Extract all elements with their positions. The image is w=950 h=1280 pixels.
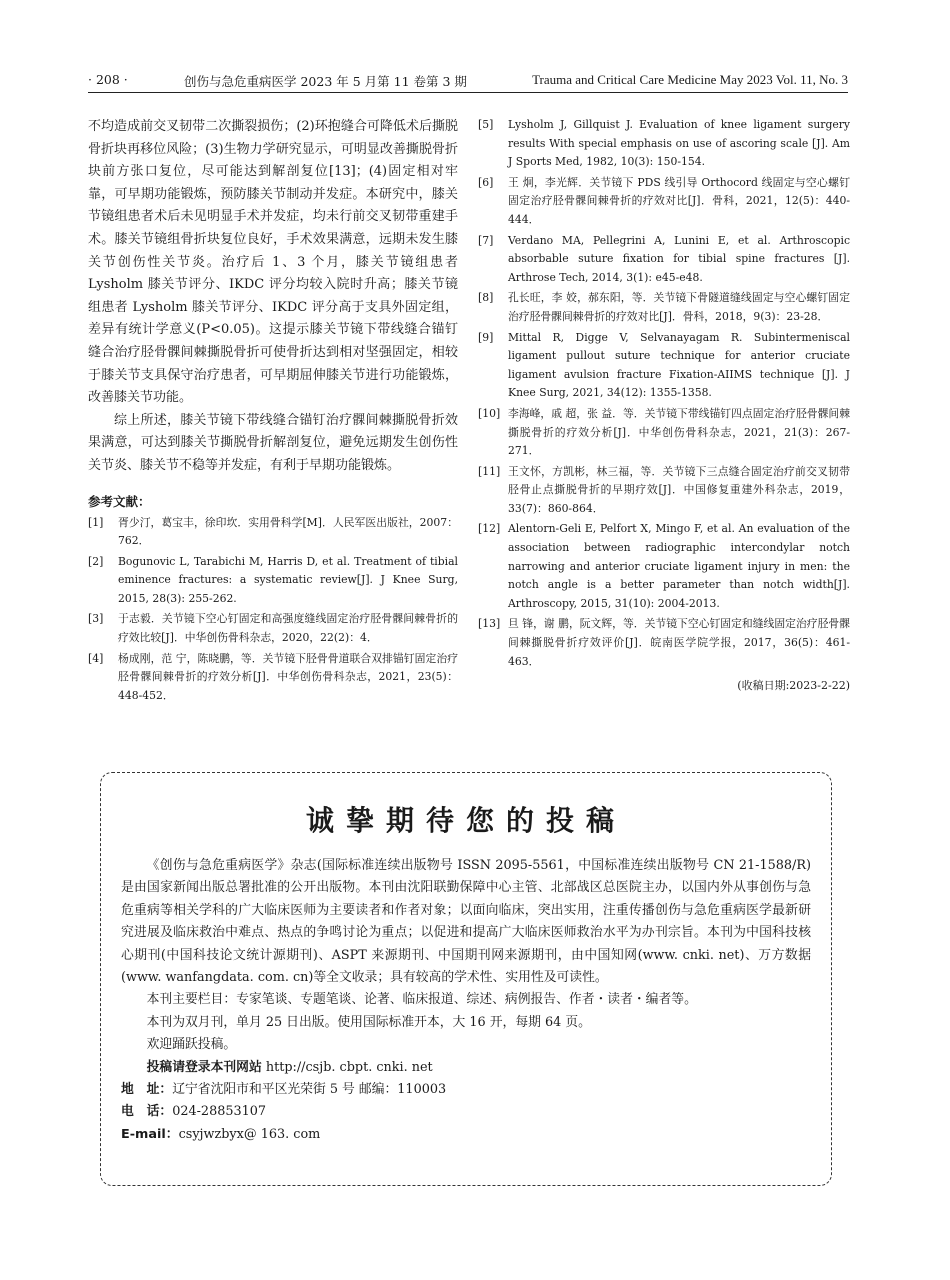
received-date: (收稿日期:2023-2-22): [737, 679, 850, 693]
reference-item: [478, 174, 850, 230]
reference-text: Bogunovic L, Tarabichi M, Harris D, et al. Treatment of tibial eminence fractures: a systematic review[J]. J Knee Surg, 2015, 28(3): 255-262.: [118, 554, 458, 605]
reference-text: Verdano MA, Pellegrini A, Lunini E, et al. Arthroscopic absorbable suture fixation for tibial spine fractures [J]. Arthrose Tech, 2014, 3(1): e45-e48.: [508, 233, 850, 284]
email-label: E-mail：: [121, 1126, 179, 1142]
right-column: [478, 116, 850, 693]
reference-text: 于志毅．关节镜下空心钉固定和高强度缝线固定治疗胫骨髁间棘骨折的疗效比较[J]．中华创伤骨科杂志，2020，22(2)：4．: [118, 612, 458, 645]
conclusion-paragraph: 综上所述，膝关节镜下带线缝合锚钉治疗髁间棘撕脱骨折效果满意，可达到膝关节撕脱骨折解剖复位，避免远期发生创伤性关节炎、膝关节不稳等并发症，有利于早期功能锻炼。: [88, 412, 458, 473]
reference-item: [478, 615, 850, 671]
reference-number: [11]: [478, 464, 501, 478]
publication-schedule-line: 本刊为双月刊，单月 25 日出版。使用国际标准开本，大 16 开，每期 64 页。: [146, 1014, 591, 1030]
reference-item: [478, 329, 850, 403]
reference-item: [478, 405, 850, 461]
reference-number: [13]: [478, 617, 501, 631]
main-columns-line: 本刊主要栏目：专家笔谈、专题笔谈、论著、临床报道、综述、病例报告、作者・读者・编者等。: [146, 992, 697, 1008]
phone-label: 电 话：: [121, 1104, 173, 1120]
reference-number: [9]: [478, 330, 494, 344]
submission-website-line: [121, 1057, 811, 1079]
reference-text: 王 炯，李光辉．关节镜下 PDS 线引导 Orthocord 线固定与空心螺钉固定治疗胫骨髁间棘骨折的疗效对比[J]．骨科，2021，12(5)：440-444．: [508, 175, 850, 226]
call-for-papers-box: [100, 772, 832, 1186]
reference-item: [478, 232, 850, 288]
notice-title: 诚挚期待您的投稿: [305, 804, 626, 837]
reference-text: 旦 锋，谢 鹏，阮文辉，等．关节镜下空心钉固定和缝线固定治疗胫骨髁间棘撕脱骨折疗效评价[J]．皖南医学院学报，2017，36(5)：461-463．: [508, 617, 850, 668]
reference-item: [478, 463, 850, 519]
reference-text: 孔长旺，李 姣，郝东阳，等．关节镜下骨隧道缝线固定与空心螺钉固定治疗胫骨髁间棘骨折的疗效对比[J]．骨科，2018，9(3)：23-28．: [508, 291, 850, 323]
reference-text: 李海峰，戚 超，张 益．等．关节镜下带线锚钉四点固定治疗胫骨髁间棘撕脱骨折的疗效分析[J]．中华创伤骨科杂志，2021，21(3)：267-271．: [508, 406, 850, 458]
reference-number: [1]: [88, 515, 104, 529]
website-link[interactable]: http://csjb. cbpt. cnki. net: [265, 1059, 433, 1075]
journal-title-en: Trauma and Critical Care Medicine May 2023 Vol. 11, No. 3: [532, 72, 848, 87]
reference-item: [88, 553, 458, 609]
reference-item: [478, 116, 850, 172]
reference-number: [12]: [478, 522, 501, 536]
journal-title-cn: 创伤与急危重病医学 2023 年 5 月第 11 卷第 3 期: [184, 74, 467, 89]
reference-item: [88, 650, 458, 706]
journal-intro: 《创伤与急危重病医学》杂志(国际标准连续出版物号 ISSN 2095-5561，中国标准连续出版物号 CN 21-1588/R)是由国家新闻出版总署批准的公开出版物。本刊由沈阳联勤保障中心主管、北部战区总医院主办，以国内外从事创伤与急危重病等相关学科的广大临床医师为主要读者和作者对象；以面向临床，突出实用，注重传播创伤与急危重病医学最新研究进展及临床救治中难点、热点的争鸣讨论为重点；以促进和提高广大临床医师救治水平为办刊宗旨。本刊为中国科技核心期刊(中国科技论文统计源期刊)、ASPT 来源期刊、中国期刊网来源期刊，由中国知网(www. cnki. net)、万方数据(www. wanfangdata. com. cn)等全文收录；具有较高的学术性、实用性及可读性。: [121, 858, 811, 986]
reference-text: 王文怀，方凯彬，林三福，等．关节镜下三点缝合固定治疗前交叉韧带胫骨止点撕脱骨折的早期疗效[J]．中国修复重建外科杂志，2019，33(7)：860-864．: [508, 464, 850, 515]
address-line: [121, 1079, 811, 1101]
reference-list: [88, 514, 458, 706]
reference-number: [3]: [88, 612, 104, 626]
reference-text: Alentorn-Geli E, Pelfort X, Mingo F, et al. An evaluation of the association between radiographic intercondylar notch narrowing and anterior cruciate ligament injury in men: the notch angle is a better parameter than notch width[J]. Arthroscopy, 2015, 31(10): 2004-2013.: [508, 522, 850, 610]
phone-line: [121, 1101, 811, 1123]
email-line: [121, 1124, 811, 1146]
reference-number: [10]: [478, 406, 501, 420]
reference-number: [5]: [478, 118, 494, 131]
reference-number: [2]: [88, 554, 104, 568]
reference-item: [88, 514, 458, 551]
reference-text: 胥少汀，葛宝丰，徐印坎．实用骨科学[M]．人民军医出版社，2007：762．: [118, 515, 458, 548]
welcome-line: 欢迎踊跃投稿。: [146, 1037, 237, 1053]
left-column: [88, 116, 458, 707]
website-label: 投稿请登录本刊网站: [146, 1059, 262, 1075]
reference-text: Lysholm J, Gillquist J. Evaluation of knee ligament surgery results With special emphasis on use of ascoring scale [J]. Am J Sports Med, 1982, 10(3): 150-154.: [508, 118, 850, 169]
reference-item: [478, 289, 850, 326]
references-heading: 参考文献：: [88, 493, 151, 509]
reference-number: [6]: [478, 175, 494, 189]
reference-text: 杨成刚，范 宁，陈晓鹏，等．关节镜下胫骨骨道联合双排锚钉固定治疗胫骨髁间棘骨折的疗效分析[J]．中华创伤骨科杂志，2021，23(5)：448-452．: [118, 651, 458, 702]
reference-text: Mittal R, Digge V, Selvanayagam R. Subintermeniscal ligament pullout suture technique for anterior cruciate ligament avulsion fracture Fixation-AIIMS technique [J]. J Knee Surg, 2021, 34(12): 1355-1358.: [508, 330, 850, 400]
reference-list: [478, 116, 850, 671]
email-value[interactable]: csyjwzbyx@ 163. com: [178, 1126, 321, 1142]
body-paragraph: 不均造成前交叉韧带二次撕裂损伤；(2)环抱缝合可降低术后撕脱骨折块再移位风险；(3)生物力学研究显示，可明显改善撕脱骨折块前方张口复位，尽可能达到解剖复位[13]；(4)固定相对牢靠，可早期功能锻炼，预防膝关节制动并发症。本研究中，膝关节镜组患者术后未见明显手术并发症，均未行前交叉韧带重建手术。膝关节镜组骨折块复位良好，手术效果满意，远期未发生膝关节创伤性关节炎。治疗后 1、3 个月，膝关节镜组患者 Lysholm 膝关节评分、IKDC 评分均较入院时升高；膝关节镜组患者 Lysholm 膝关节评分、IKDC 评分高于支具外固定组，差异有统计学意义(P<0.05)。这提示膝关节镜下带线缝合锚钉缝合治疗胫骨髁间棘撕脱骨折可使骨折达到相对坚强固定，相较于膝关节支具保守治疗患者，可早期屈伸膝关节进行功能锻炼，改善膝关节功能。: [88, 119, 458, 406]
reference-number: [8]: [478, 291, 494, 305]
running-header: [88, 72, 848, 93]
address-value: 辽宁省沈阳市和平区光荣街 5 号 邮编：110003: [172, 1082, 447, 1098]
reference-item: [88, 610, 458, 647]
reference-item: [478, 520, 850, 613]
phone-value: 024-28853107: [172, 1104, 267, 1120]
reference-number: [7]: [478, 233, 494, 247]
page-number: · 208 ·: [88, 72, 128, 87]
reference-number: [4]: [88, 651, 104, 665]
address-label: 地 址：: [121, 1082, 173, 1098]
